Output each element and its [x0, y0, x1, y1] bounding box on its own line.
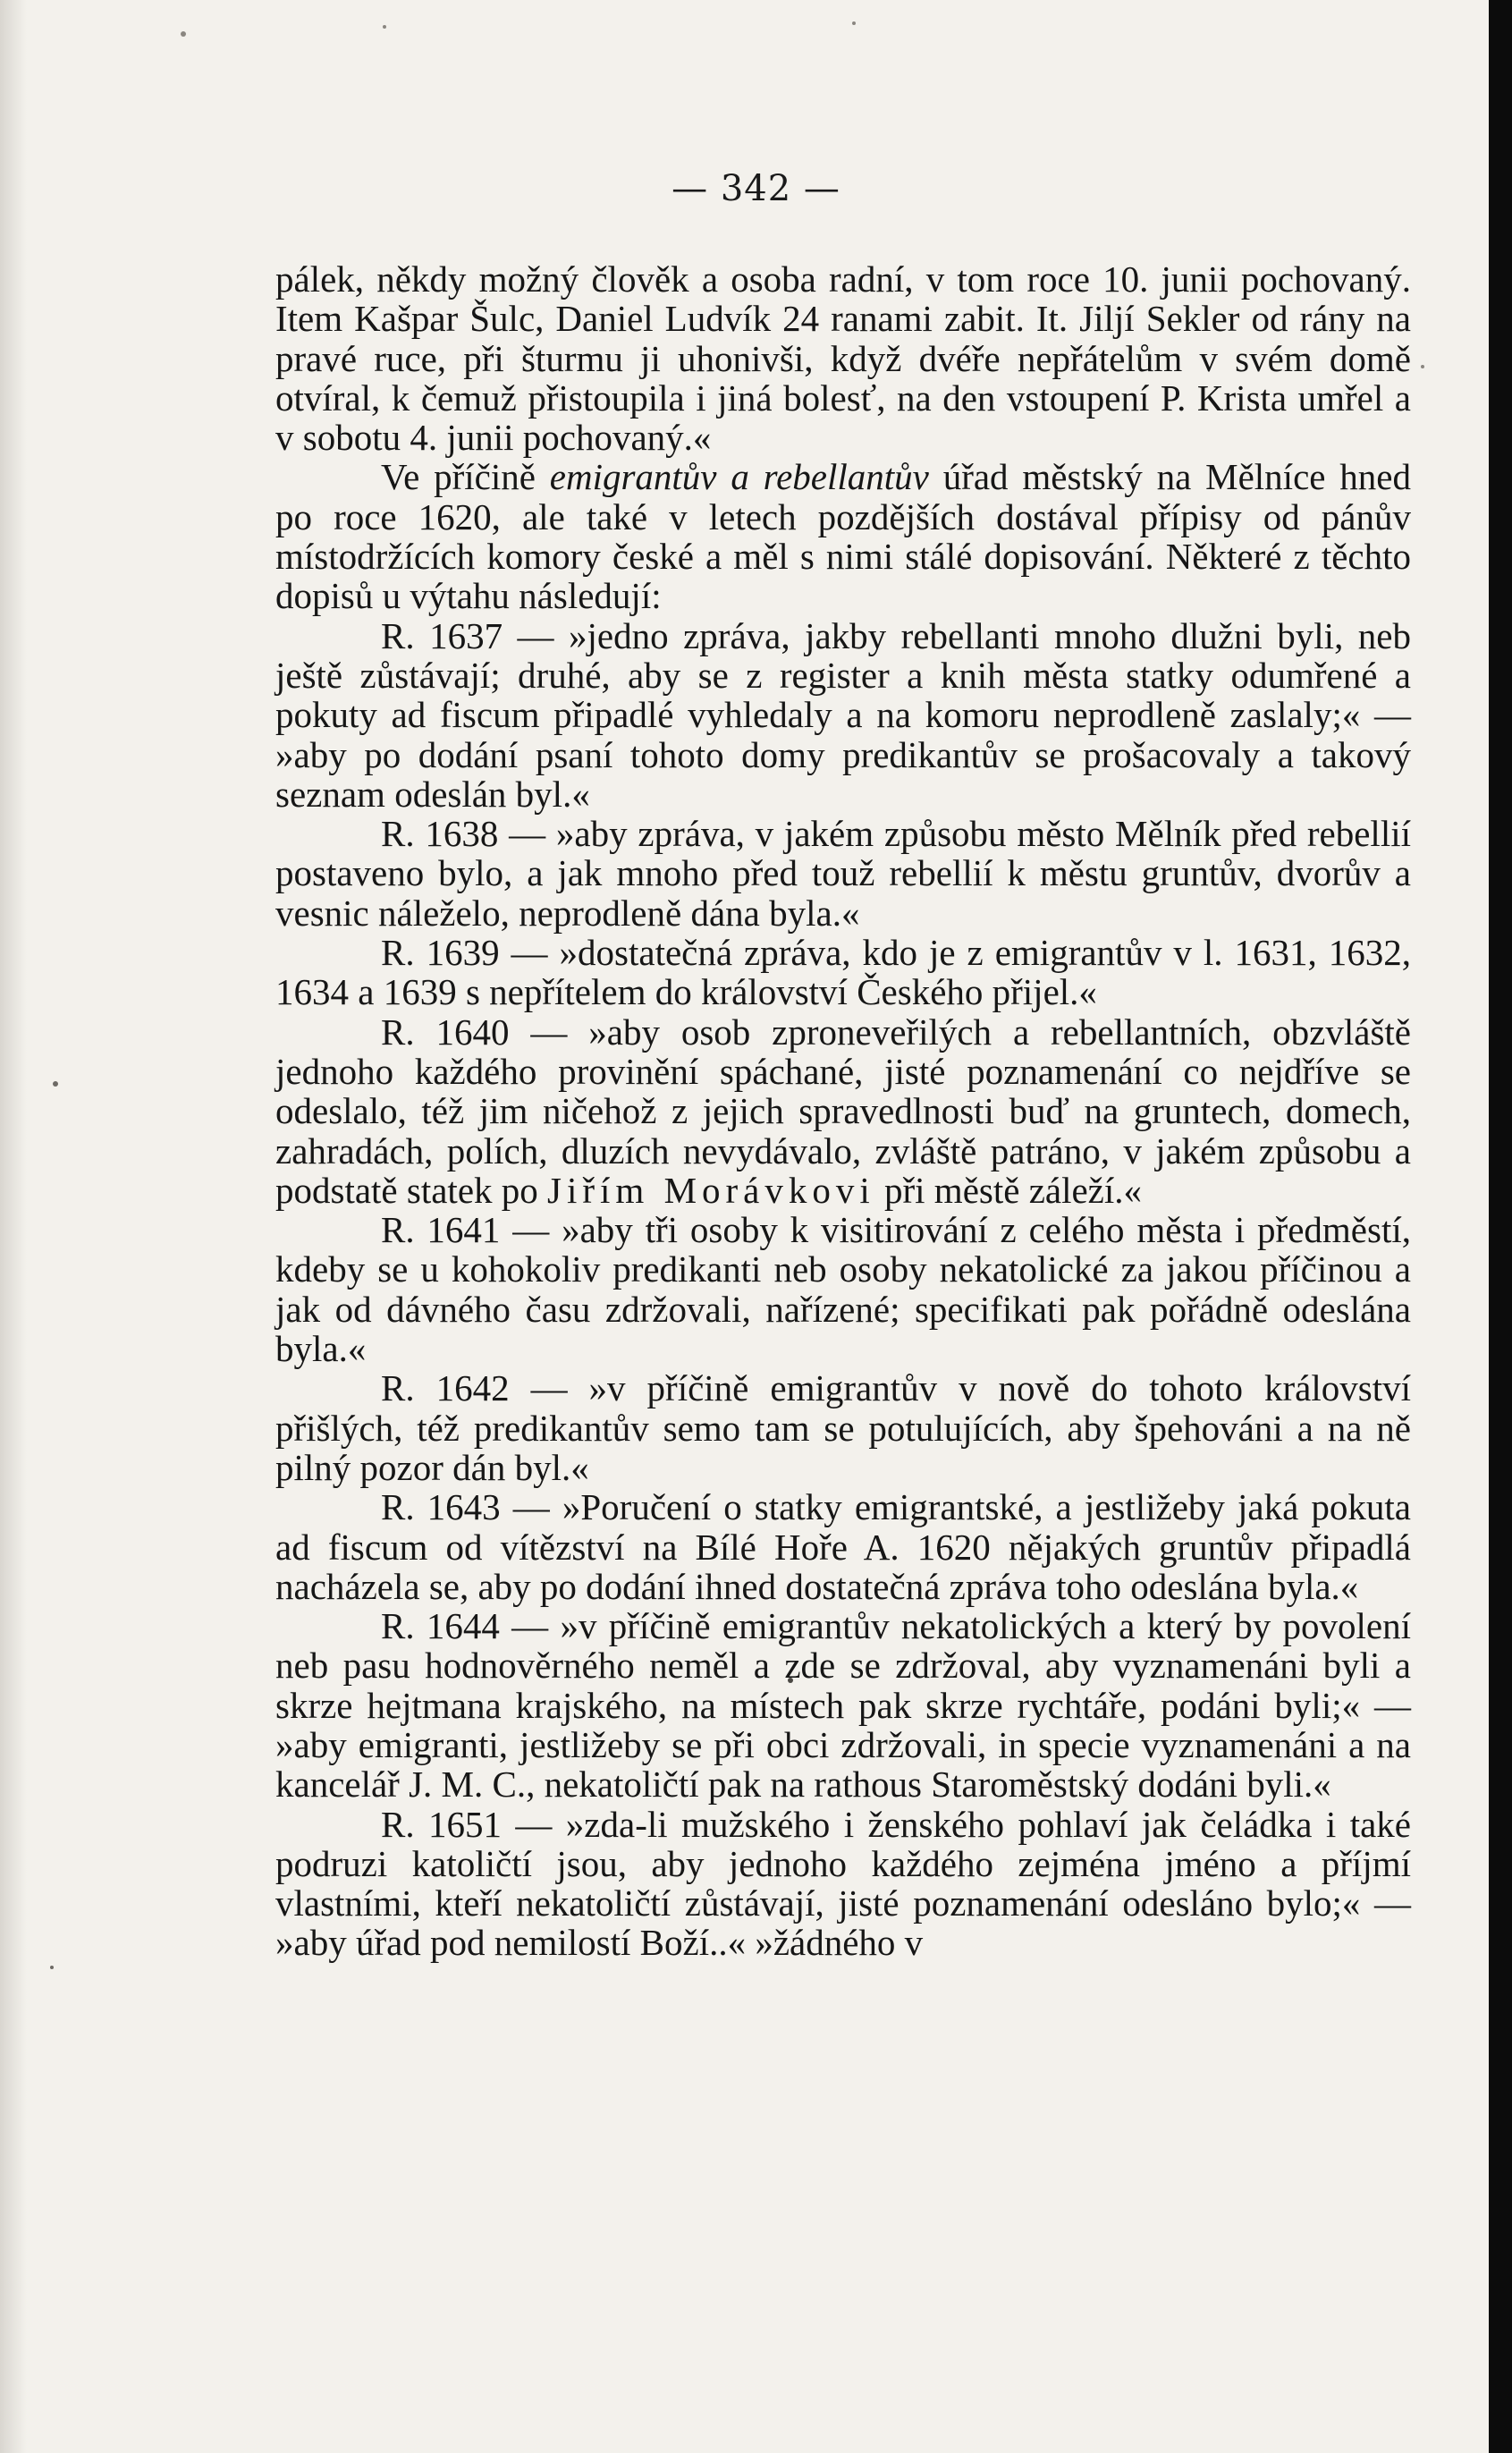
paragraph-7: R. 1641 — »aby tři osoby k visitirování z celého města i předměstí, kdeby se u kohokoliv predikanti neb osoby nekatolické za jakou příčinou a jak od dávného času zdržovali, nařízené; specifikati pak pořádně odeslána byla.«: [275, 1209, 1411, 1370]
body-text: [275, 259, 1411, 1963]
paragraph-6-end: při městě záleží.«: [874, 1169, 1143, 1211]
paragraph-6: [275, 1012, 1411, 1210]
paragraph-5: R. 1639 — »dostatečná zpráva, kdo je z emigrantův v l. 1631, 1632, 1634 a 1639 s nepřítelem do království Českého přijel.«: [275, 932, 1411, 1013]
paragraph-2: [275, 457, 1411, 615]
paragraph-10: R. 1644 — »v příčině emigrantův nekatolických a který by povolení neb pasu hodnověrného neměl a zde se zdržoval, aby vyznamenáni byli a skrze hejtmana krajského, na místech pak skrze rychtáře, podáni byli;« — »aby emigranti, jestližeby se při obci zdržovali, in specie vyznamenáni a na kancelář J. M. C., nekatoličtí pak na rathous Staroměstský dodáni byli.«: [275, 1605, 1411, 1806]
paragraph-6-start: R. 1640 — »aby osob zproneveřilých a rebellantních, obzvláště jednoho každého provinění spáchané, jisté poznamenání co nejdříve se odeslalo, též jim ničehož z jejich spravedlnosti buď na gruntech, domech, zahradách, polích, dluzích nevydávalo, zvláště patráno, v jakém způsobu a podstatě statek po: [275, 1011, 1411, 1211]
paragraph-11: R. 1651 — »zda-li mužského i ženského pohlaví jak čeládka i také podruzi katoličtí jsou, aby jednoho každého zejména jméno a příjmí vlastními, kteří nekatoličtí zůstávají, jisté poznamenání odesláno bylo;« — »aby úřad pod nemilostí Boží..« »žádného v: [275, 1803, 1411, 1964]
paragraph-6-spaced-name: Jiřím Morávkovi: [547, 1169, 875, 1211]
paragraph-8: R. 1642 — »v příčině emigrantův v nově do tohoto království přišlých, též predikantův semo tam se potulujících, aby špehováni a na ně pilný pozor dán byl.«: [275, 1367, 1411, 1488]
paragraph-2-italic: emigrantův a rebellantův: [549, 456, 929, 498]
page-number: — 342 —: [672, 168, 840, 209]
paragraph-9: R. 1643 — »Poručení o statky emigrantské, a jestližeby jaká pokuta ad fiscum od vítězství na Bílé Hoře A. 1620 nějakých gruntův připadlá nacházela se, aby po dodání ihned dostatečná zpráva toho odeslána byla.«: [275, 1486, 1411, 1607]
paragraph-2-end: úřad městský na Mělníce hned po roce 1620, ale také v letech pozdějších dostával přípisy od pánův místodržících komory české a měl s nimi stálé dopisování. Některé z těchto dopisů u výtahu následují:: [275, 456, 1412, 617]
paragraph-2-start: Ve příčině: [381, 456, 550, 498]
paragraph-1: pálek, někdy možný člověk a osoba radní, v tom roce 10. junii pochovaný. Item Kašpar Šulc, Daniel Ludvík 24 ranami zabit. It. Jiljí Sekler od rány na pravé ruce, při šturmu ji uhonivši, když dvéře nepřátelům v svém domě otvíral, k čemuž přistoupila i jiná bolesť, na den vstoupení P. Krista umřel a v sobotu 4. junii pochovaný.«: [275, 258, 1411, 459]
paragraph-4: R. 1638 — »aby zpráva, v jakém způsobu město Mělník před rebellií postaveno bylo, a jak mnoho před touž rebellií k městu gruntův, dvorův a vesnic náleželo, neprodleně dána byla.«: [275, 813, 1411, 934]
paragraph-3: R. 1637 — »jedno zpráva, jakby rebellanti mnoho dlužni byli, neb ještě zůstávají; druhé, aby se z register a knih města statky odumřené a pokuty ad fiscum připadlé vyhledaly a na komoru neprodleně zaslaly;« — »aby po dodání psaní tohoto domy predikantův se prošacovaly a takový seznam odeslán byl.«: [275, 614, 1411, 815]
